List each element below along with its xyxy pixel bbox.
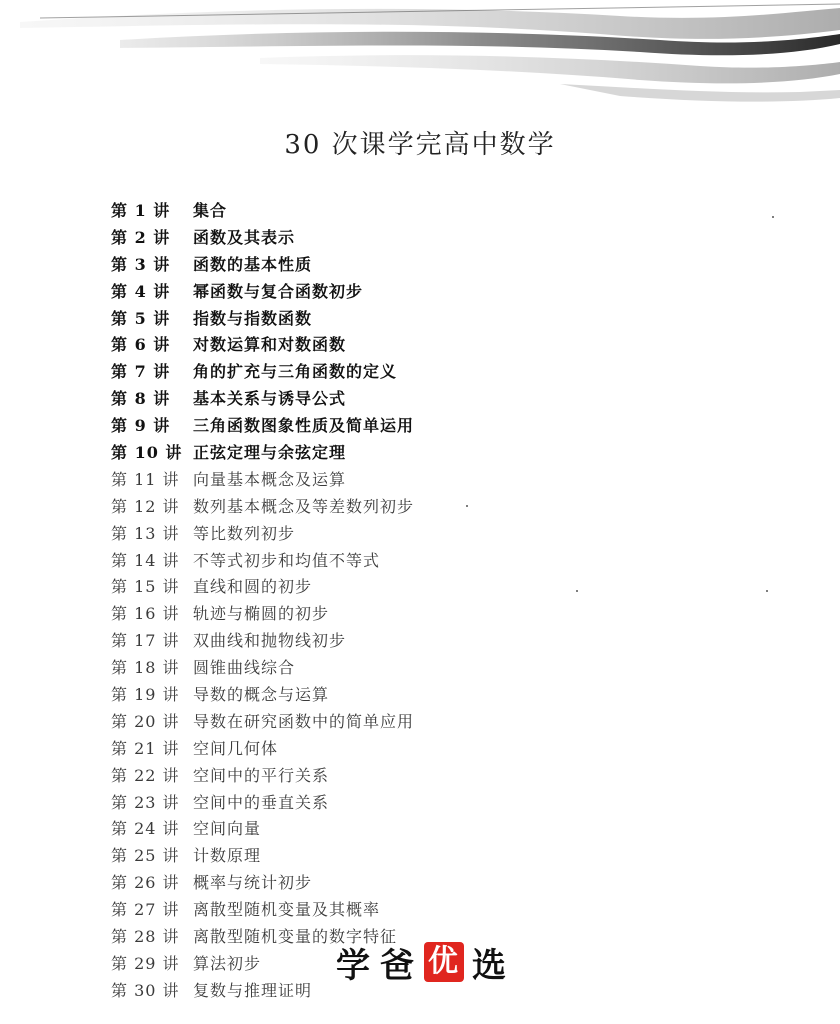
toc-lecture-title: 不等式初步和均值不等式 [193,550,381,570]
toc-lecture-number: 第 10 讲 [111,443,183,463]
toc-lecture-title: 离散型随机变量及其概率 [193,900,381,920]
watermark-logo [332,940,512,984]
toc-lecture-title: 幂函数与复合函数初步 [193,281,364,301]
toc-row [111,736,671,763]
toc-lecture-number: 第 12 讲 [111,496,180,516]
toc-lecture-title: 角的扩充与三角函数的定义 [193,362,398,382]
toc-row [111,574,671,601]
toc-row [111,359,671,386]
toc-lecture-title: 复数与推理证明 [193,980,313,1000]
toc-row [111,521,671,548]
toc-lecture-number: 第 14 讲 [111,550,180,570]
toc-row [111,870,671,897]
toc-lecture-title: 集合 [193,201,228,220]
toc-lecture-number: 第 9 讲 [111,416,171,436]
toc-row [111,655,671,682]
toc-lecture-title: 离散型随机变量的数字特征 [193,927,398,947]
toc-lecture-number: 第 8 讲 [111,389,171,409]
toc-lecture-title: 数列基本概念及等差数列初步 [193,496,415,516]
page-title: 30 次课学完高中数学 [284,130,556,160]
toc-lecture-title: 三角函数图象性质及简单运用 [193,416,415,436]
toc-lecture-number: 第 17 讲 [111,631,180,651]
toc-row [111,279,671,306]
toc-row [111,601,671,628]
toc-lecture-number: 第 26 讲 [111,873,180,893]
toc-row [111,548,671,575]
toc-lecture-number: 第 25 讲 [111,846,180,866]
toc-lecture-number: 第 13 讲 [111,523,180,543]
scan-speck [772,216,774,218]
toc-lecture-number: 第 23 讲 [111,792,180,812]
toc-lecture-number: 第 20 讲 [111,711,180,731]
toc-row [111,763,671,790]
toc-row [111,628,671,655]
toc-lecture-title: 算法初步 [193,953,262,973]
scan-speck [576,590,578,592]
toc-row [111,494,671,521]
toc-lecture-number: 第 6 讲 [111,335,171,355]
toc-lecture-number: 第 5 讲 [111,308,171,328]
toc-lecture-title: 对数运算和对数函数 [193,335,347,355]
toc-lecture-title: 双曲线和抛物线初步 [193,631,347,651]
toc-row [111,198,671,225]
toc-lecture-number: 第 18 讲 [111,658,180,678]
toc-row [111,225,671,252]
toc-lecture-number: 第 29 讲 [111,953,180,973]
toc-lecture-number: 第 15 讲 [111,577,180,597]
toc-lecture-title: 圆锥曲线综合 [193,658,296,678]
toc-lecture-number: 第 21 讲 [111,738,180,758]
toc-row [111,386,671,413]
toc-lecture-title: 空间中的垂直关系 [193,792,330,812]
toc-lecture-number: 第 3 讲 [111,254,171,274]
toc-row [111,897,671,924]
watermark-char: 选 [472,945,508,986]
watermark-seal-char: 优 [424,942,464,982]
toc-lecture-title: 直线和圆的初步 [193,577,313,597]
toc-lecture-title: 函数的基本性质 [193,254,313,274]
toc-lecture-number: 第 7 讲 [111,362,171,382]
toc-lecture-title: 导数在研究函数中的简单应用 [193,711,415,731]
toc-lecture-number: 第 4 讲 [111,281,171,301]
toc-lecture-number: 第 11 讲 [111,469,180,489]
toc-lecture-title: 正弦定理与余弦定理 [193,443,347,463]
toc-lecture-number: 第 24 讲 [111,819,180,839]
toc-row [111,252,671,279]
toc-lecture-number: 第 1 讲 [111,201,171,220]
toc-lecture-title: 计数原理 [193,846,262,866]
toc-lecture-title: 等比数列初步 [193,523,296,543]
toc-lecture-title: 空间几何体 [193,738,279,758]
toc-row [111,682,671,709]
toc-row [111,413,671,440]
toc-row [111,306,671,333]
toc-row [111,709,671,736]
scan-speck [466,505,468,507]
toc-lecture-number: 第 19 讲 [111,685,180,705]
toc-lecture-number: 第 30 讲 [111,980,180,1000]
toc-lecture-title: 向量基本概念及运算 [193,469,347,489]
toc-lecture-number: 第 16 讲 [111,604,180,624]
watermark-char: 学 [336,945,372,986]
header-swoosh-decoration [0,0,840,110]
toc-row [111,790,671,817]
table-of-contents [111,198,671,1005]
scan-speck [766,590,768,592]
toc-lecture-title: 指数与指数函数 [193,308,313,328]
toc-row [111,467,671,494]
toc-lecture-number: 第 22 讲 [111,765,180,785]
toc-lecture-title: 导数的概念与运算 [193,685,330,705]
toc-row [111,332,671,359]
toc-lecture-title: 概率与统计初步 [193,873,313,893]
toc-lecture-title: 基本关系与诱导公式 [193,389,347,409]
toc-lecture-title: 空间中的平行关系 [193,765,330,785]
toc-lecture-number: 第 28 讲 [111,927,180,947]
toc-lecture-number: 第 27 讲 [111,900,180,920]
toc-row [111,843,671,870]
watermark-char: 爸 [380,945,416,986]
toc-lecture-title: 空间向量 [193,819,262,839]
toc-lecture-title: 轨迹与椭圆的初步 [193,604,330,624]
toc-row [111,440,671,467]
toc-row [111,816,671,843]
toc-lecture-number: 第 2 讲 [111,227,171,247]
toc-lecture-title: 函数及其表示 [193,227,296,247]
